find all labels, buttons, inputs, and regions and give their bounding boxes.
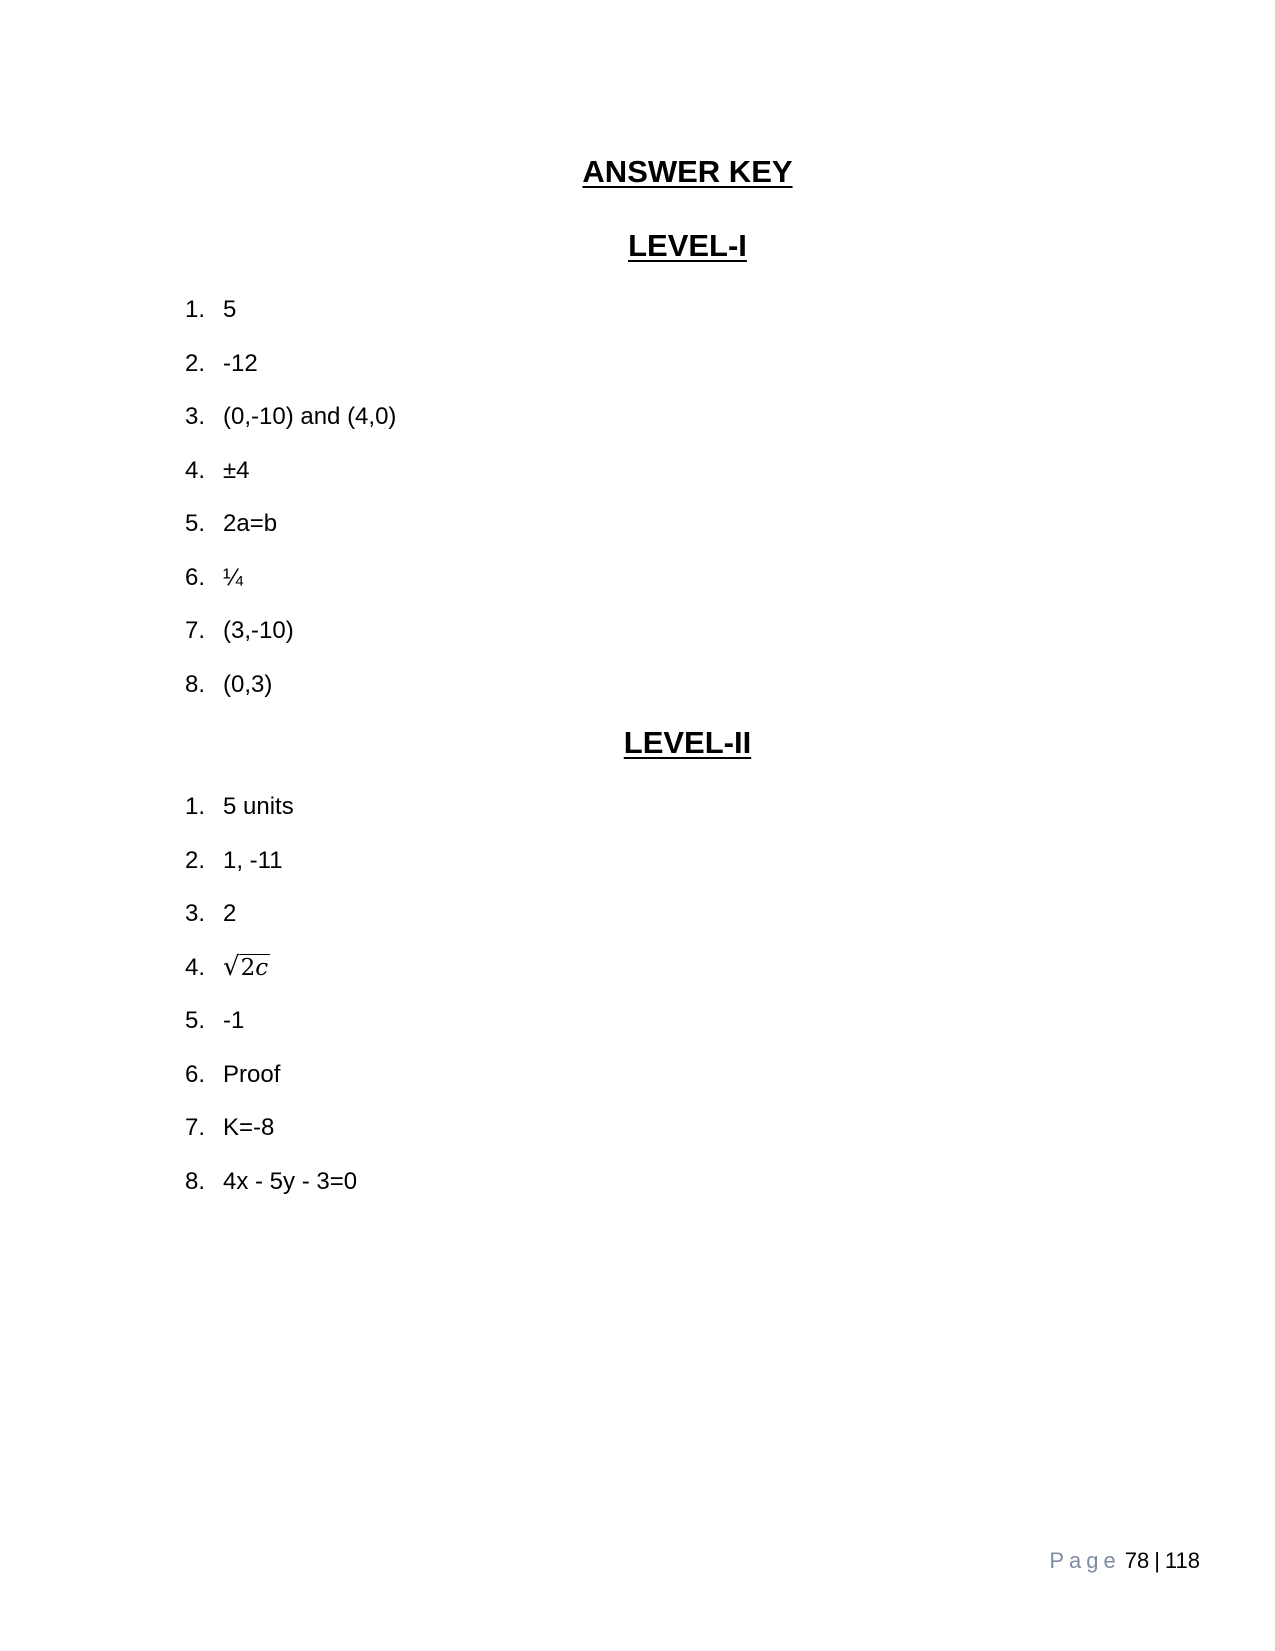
list-item — [185, 1114, 357, 1168]
item-number: 2. — [185, 349, 206, 377]
square-root-expression — [223, 951, 270, 982]
item-number: 1. — [185, 793, 206, 820]
item-number: 6. — [185, 1060, 206, 1088]
list-item — [185, 1061, 357, 1115]
item-answer: -1 — [223, 1007, 245, 1034]
item-number: 7. — [185, 1114, 206, 1141]
list-item — [185, 793, 357, 847]
item-number: 5. — [185, 1007, 206, 1034]
radicand — [240, 954, 271, 981]
item-answer: ±4 — [223, 456, 250, 484]
radicand-coefficient: 2 — [240, 954, 256, 981]
item-answer: K=-8 — [223, 1114, 275, 1141]
item-answer: 5 units — [223, 793, 294, 820]
total-pages: 118 — [1164, 1548, 1200, 1573]
item-number: 4. — [185, 456, 206, 484]
list-item — [185, 671, 396, 725]
item-answer: -12 — [223, 349, 258, 377]
level-2-answer-list — [185, 793, 357, 1221]
item-number: 4. — [185, 953, 206, 981]
item-number: 6. — [185, 563, 206, 591]
item-number: 8. — [185, 1167, 206, 1195]
item-number: 1. — [185, 296, 206, 323]
item-answer: Proof — [223, 1060, 281, 1088]
list-item — [185, 617, 396, 671]
page-title: ANSWER KEY — [582, 154, 793, 189]
list-item — [185, 1007, 357, 1061]
list-item — [185, 951, 357, 1008]
list-item — [185, 847, 357, 901]
item-answer: 5 — [223, 296, 237, 323]
item-answer: 1, -11 — [223, 846, 283, 874]
page-footer — [1049, 1548, 1200, 1574]
item-number: 5. — [185, 510, 206, 537]
item-number: 7. — [185, 617, 206, 644]
item-answer: (0,-10) and (4,0) — [223, 403, 397, 430]
item-number: 3. — [185, 403, 206, 430]
list-item — [185, 457, 396, 511]
item-answer: (0,3) — [223, 670, 273, 698]
list-item — [185, 564, 396, 618]
list-item — [185, 510, 396, 564]
level-1-answer-list — [185, 296, 396, 724]
list-item — [185, 403, 396, 457]
list-item — [185, 350, 396, 404]
list-item — [185, 296, 396, 350]
list-item — [185, 1168, 357, 1222]
item-number: 8. — [185, 670, 206, 698]
item-number: 2. — [185, 846, 206, 874]
list-item — [185, 900, 357, 954]
page-label: Page — [1049, 1548, 1121, 1573]
radical-sign: √ — [223, 951, 240, 982]
page-separator: | — [1154, 1548, 1160, 1573]
item-answer: 2a=b — [223, 510, 278, 537]
item-number: 3. — [185, 900, 206, 927]
item-answer: (3,-10) — [223, 617, 294, 644]
level-2-heading: LEVEL-II — [623, 725, 752, 760]
radicand-variable: c — [255, 954, 269, 981]
current-page-number: 78 — [1124, 1548, 1150, 1573]
item-answer: 4x - 5y - 3=0 — [223, 1167, 358, 1195]
item-answer: 2 — [223, 900, 237, 927]
item-answer: ¼ — [223, 563, 244, 591]
level-1-heading: LEVEL-I — [628, 228, 747, 263]
